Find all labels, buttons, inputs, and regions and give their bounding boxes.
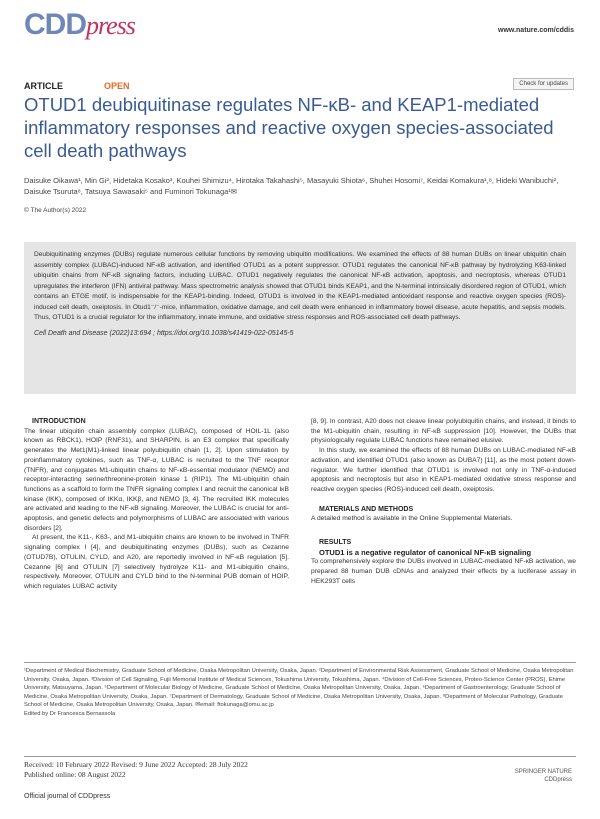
intro-paragraph-4: In this study, we examined the effects of 88 human DUBs on LUBAC-mediated NF-κB activation, and identified OTUD1 (also known as DUBA7) [11], as the most potent down-regulator. We further identified that OTUD1 is involved not only in TNF-α-induced apoptosis and necroptosis but also in KEAP1-mediated oxidative stress response and reactive oxygen species (ROS)-induced cell death, oxeiptosis. — [311, 447, 576, 493]
author-list: Daisuke Oikawa¹, Min Gi², Hidetaka Kosako³, Kouhei Shimizu⁴, Hirotaka Takahashi⁵, Masayuki Shiota⁶, Shuhei Hosomi⁷, Keidai Komakura¹,⁸, Hideki Wanibuchi², Daisuke Tsuruta⁸, Tatsuya Sawasaki⁵ and Fuminori Tokunaga¹✉ — [24, 176, 559, 196]
intro-paragraph-1: The linear ubiquitin chain assembly complex (LUBAC), composed of HOIL-1L (also known as RBCK1), HOIP (RNF31), and SHARPIN, is an E3 complex that specifically generates the Met1(M1)-linked linear polyubiquitin chain [1, 2]. Upon stimulation by proinflammatory cytokines, such as TNF-α, LUBAC is recruited to the TNF receptor (TNFR), and conjugates M1-ubiquitin chains to NF-κB-essential modulator (NEMO) and receptor-interacting serine/threonine-protein kinase 1 (RIP1). The M1-ubiquitin chain functions as a scaffold to form the TNFR signaling complex I and recruit the canonical IκB kinase (IKK), composed of IKKα, IKKβ, and NEMO [3, 4]. The recruited IKK molecules are activated and leading to the NF-κB signaling. Moreover, the LUBAC is crucial for anti-apoptosis, and genetic defects and polymorphisms of LUBAC are associated with various disorders [2]. — [24, 427, 289, 532]
affiliations-block — [24, 667, 576, 719]
intro-paragraph-3: [8, 9]. In contrast, A20 does not cleave linear polyubiquitin chains, and instead, it binds to the M1-ubiquitin chain, resulting in NF-κB suppression [10]. However, the DUBs that physiologically regulate LUBAC functions have remained elusive. — [311, 418, 576, 445]
affiliation-divider — [24, 662, 576, 663]
article-title: OTUD1 deubiquitinase regulates NF-κB- and KEAP1-mediated inflammatory responses and reactive oxygen species-associated cell death pathways — [24, 94, 554, 161]
journal-footer: Official journal of CDDpress — [24, 793, 111, 800]
results-heading: RESULTS — [319, 539, 352, 547]
received-revised-accepted: Received: 10 February 2022 Revised: 9 June 2022 Accepted: 28 July 2022 — [24, 760, 248, 769]
results-subheading: OTUD1 is a negative regulator of canonical NF-κB signaling — [319, 547, 532, 557]
introduction-heading: INTRODUCTION — [32, 418, 86, 425]
dates-divider — [24, 756, 576, 757]
check-for-updates-button[interactable] — [513, 78, 574, 90]
publication-dates — [24, 760, 248, 780]
site-url-link[interactable]: www.nature.com/cddis — [498, 27, 574, 34]
article-type-label: ARTICLE — [24, 81, 63, 91]
cddpress-logo[interactable] — [24, 8, 135, 42]
abstract-box — [24, 242, 576, 394]
springer-nature-logo — [515, 768, 572, 784]
citation-doi-link[interactable]: Cell Death and Disease (2022)13:694 ; https://doi.org/10.1038/s41419-022-05145-5 — [34, 329, 294, 337]
right-column — [311, 417, 576, 587]
methods-text: A detailed method is available in the Online Supplemental Materials. — [311, 515, 513, 523]
left-column — [24, 417, 289, 592]
methods-heading: MATERIALS AND METHODS — [319, 505, 414, 513]
open-access-label: OPEN — [104, 81, 130, 91]
intro-paragraph-2: At present, the K11-, K63-, and M1-ubiquitin chains are known to be involved in TNFR signaling complex I [4], and deubiquitinating enzymes (DUBs), such as Cezanne (OTUD7B), OTULIN, CYLD, and A20, are reportedly involved in NF-κB regulation [5]. Cezanne [6] and OTULIN [7] selectively hydrolyze K11- and M1-ubiquitin chains, respectively. Moreover, OTULIN and CYLD bind to the N-terminal PUB domain of HOIP, which regulates LUBAC activity — [24, 534, 289, 590]
published-online: Published online: 08 August 2022 — [24, 770, 126, 779]
springer-line-1: SPRINGER NATURE — [514, 769, 572, 775]
abstract-text: Deubiquitinating enzymes (DUBs) regulate numerous cellular functions by removing ubiquitin modifications. We examined the effects of 88 human DUBs on linear ubiquitin chain assembly complex (LUBAC)-induced NF-κB activation, and identified OTUD1 as a potent suppressor. OTUD1 regulates the canonical NF-κB pathway by hydrolyzing K63-linked ubiquitin chains from NF-κB signaling factors, including LUBAC. OTUD1 negatively regulates the canonical NF-κB activation, apoptosis, and necroptosis, whereas OTUD1 upregulates the interferon (IFN) antiviral pathway. Mass spectrometric analysis showed that OTUD1 binds KEAP1, and the N-terminal intrinsically disordered region of OTUD1, which contains an ETGE motif, is indispensable for the KEAP1-binding. Indeed, OTUD1 is involved in the KEAP1-mediated antioxidant response and reactive oxygen species (ROS)-induced cell death, oxeiptosis. In Otud1⁻/⁻-mice, inflammation, oxidative damage, and cell death were enhanced in inflammatory bowel disease, acute hepatitis, and sepsis models. Thus, OTUD1 is a crucial regulator for the inflammatory, innate immune, and oxidative stress responses and ROS-associated cell death pathways. — [34, 251, 566, 321]
results-text: To comprehensively explore the DUBs involved in LUBAC-mediated NF-κB activation, we prepared 88 human DUB cDNAs and analyzed their effects by a luciferase assay in HEK293T cells — [311, 558, 576, 585]
springer-line-2: CDDpress — [544, 777, 572, 783]
copyright-notice: © The Author(s) 2022 — [24, 207, 87, 214]
edited-by: Edited by Dr Francesca Bernassola — [24, 710, 116, 717]
check-updates-label: Check for updates — [519, 81, 568, 87]
affiliations-text: ¹Department of Medical Biochemistry, Graduate School of Medicine, Osaka Metropolitan University, Osaka, Japan. ²Department of Environmental Risk Assessment, Graduate School of Medicine, Osaka Metropolitan University, Osaka, Japan. ³Division of Cell Signaling, Fujii Memorial Institute of Medical Sciences, Tokushima University, Tokushima, Japan. ⁴Division of Cell-Free Sciences, Proteo-Science Center (PROS), Ehime University, Matsuyama, Japan. ⁵Department of Molecular Biology of Medicine, Graduate School of Medicine, Osaka Metropolitan University, Osaka, Japan. ⁶Department of Gastroenterology, Graduate School of Medicine, Osaka Metropolitan University, Osaka, Japan. ⁷Department of Dermatology, Graduate School of Medicine, Osaka Metropolitan University, Osaka, Japan. ⁸Department of Molecular Pathology, Graduate School of Medicine, Osaka Metropolitan University, Osaka, Japan. ✉email: ftokunaga@omu.ac.jp — [24, 668, 574, 709]
logo-press: press — [86, 11, 135, 40]
logo-main: CDD — [24, 8, 86, 41]
